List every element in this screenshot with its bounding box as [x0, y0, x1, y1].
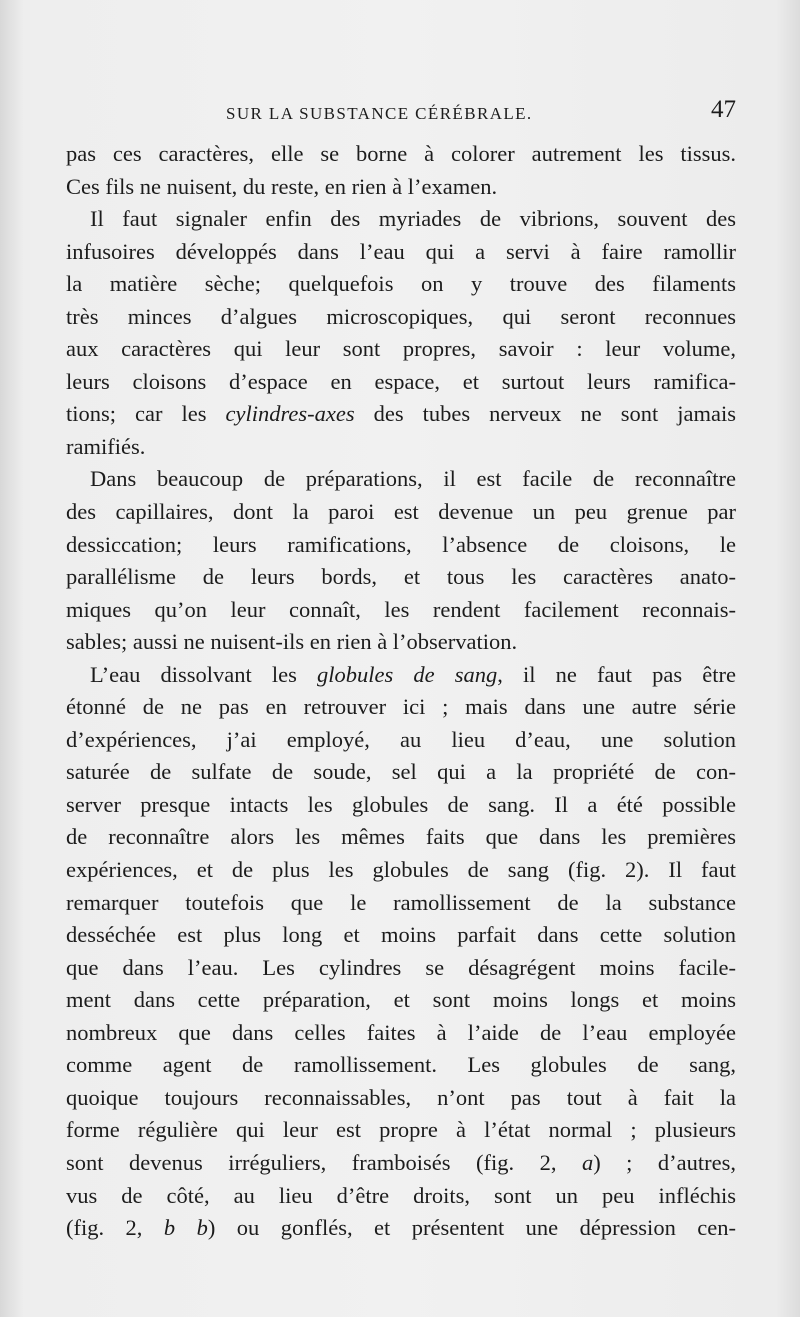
running-header [66, 96, 736, 134]
italic-term: b b [163, 1215, 208, 1241]
text-line: saturée de sulfate de soude, sel qui a la propriété de con- [66, 759, 736, 785]
text-line [66, 398, 736, 431]
text-line [66, 1212, 736, 1245]
text-line: la matière sèche; quelquefois on y trouve des filaments [66, 271, 736, 297]
text-line: ramifiés. [66, 433, 146, 459]
text-span: ) ; d’autres, [593, 1149, 736, 1175]
text-line: server presque intacts les globules de sang. Il a été possible [66, 791, 736, 817]
text-span: L’eau dissolvant les [90, 661, 318, 687]
text-span: sont devenus irréguliers, framboisés (fig. 2, [66, 1149, 582, 1175]
text-line: étonné de ne pas en retrouver ici ; mais dans une autre série [66, 694, 736, 720]
text-line: de reconnaître alors les mêmes faits que dans les premières [66, 824, 736, 850]
text-line: aux caractères qui leur sont propres, savoir : leur volume, [66, 336, 736, 362]
text-line: desséchée est plus long et moins parfait dans cette solution [66, 922, 736, 948]
text-line: pas ces caractères, elle se borne à colorer autrement les tissus. [66, 141, 736, 166]
text-line: quoique toujours reconnaissables, n’ont pas tout à fait la [66, 1084, 736, 1110]
text-line: nombreux que dans celles faites à l’aide de l’eau employée [66, 1019, 736, 1045]
text-line: miques qu’on leur connaît, les rendent facilement reconnais- [66, 596, 736, 622]
paragraph-first-line: Dans beaucoup de préparations, il est facile de reconnaître [90, 466, 736, 492]
text-line: que dans l’eau. Les cylindres se désagrégent moins facile- [66, 954, 736, 980]
text-line: d’expériences, j’ai employé, au lieu d’eau, une solution [66, 726, 736, 752]
text-span: , il ne faut pas être [497, 661, 736, 687]
text-line: leurs cloisons d’espace en espace, et surtout leurs ramifica- [66, 368, 736, 394]
paragraph-first-line [66, 659, 736, 692]
text-line: ment dans cette préparation, et sont moins longs et moins [66, 987, 736, 1013]
text-line: dessiccation; leurs ramifications, l’absence de cloisons, le [66, 531, 736, 557]
text-line: sables; aussi ne nuisent-ils en rien à l’observation. [66, 629, 518, 655]
text-line: Ces fils ne nuisent, du reste, en rien à l’examen. [66, 173, 498, 199]
text-line: très minces d’algues microscopiques, qui seront reconnues [66, 303, 736, 329]
text-span: des tubes nerveux ne sont jamais [354, 401, 736, 427]
text-span: tions; car les [66, 401, 226, 427]
page-number: 47 [711, 96, 736, 123]
text-span: ) ou gonflés, et présentent une dépression cen- [207, 1215, 736, 1241]
paragraph-first-line: Il faut signaler enfin des myriades de vibrions, souvent des [90, 206, 736, 232]
header-title: SUR LA SUBSTANCE CÉRÉBRALE. [226, 104, 533, 123]
text-line: forme régulière qui leur est propre à l’état normal ; plusieurs [66, 1117, 736, 1143]
text-line: expériences, et de plus les globules de sang (fig. 2). Il faut [66, 857, 736, 883]
text-line: parallélisme de leurs bords, et tous les caractères anato- [66, 564, 736, 590]
italic-term: globules de sang [317, 661, 498, 687]
body-text [66, 138, 736, 1245]
text-line: des capillaires, dont la paroi est devenue un peu grenue par [66, 499, 736, 525]
italic-term: cylindres-axes [225, 401, 355, 427]
italic-term: a [581, 1149, 594, 1175]
text-span: (fig. 2, [66, 1215, 164, 1241]
text-line: remarquer toutefois que le ramollissement de la substance [66, 889, 736, 915]
text-line: vus de côté, au lieu d’être droits, sont un peu infléchis [66, 1182, 736, 1208]
text-line: comme agent de ramollissement. Les globules de sang, [66, 1052, 736, 1078]
text-line [66, 1147, 736, 1180]
text-line: infusoires développés dans l’eau qui a servi à faire ramollir [66, 238, 736, 264]
